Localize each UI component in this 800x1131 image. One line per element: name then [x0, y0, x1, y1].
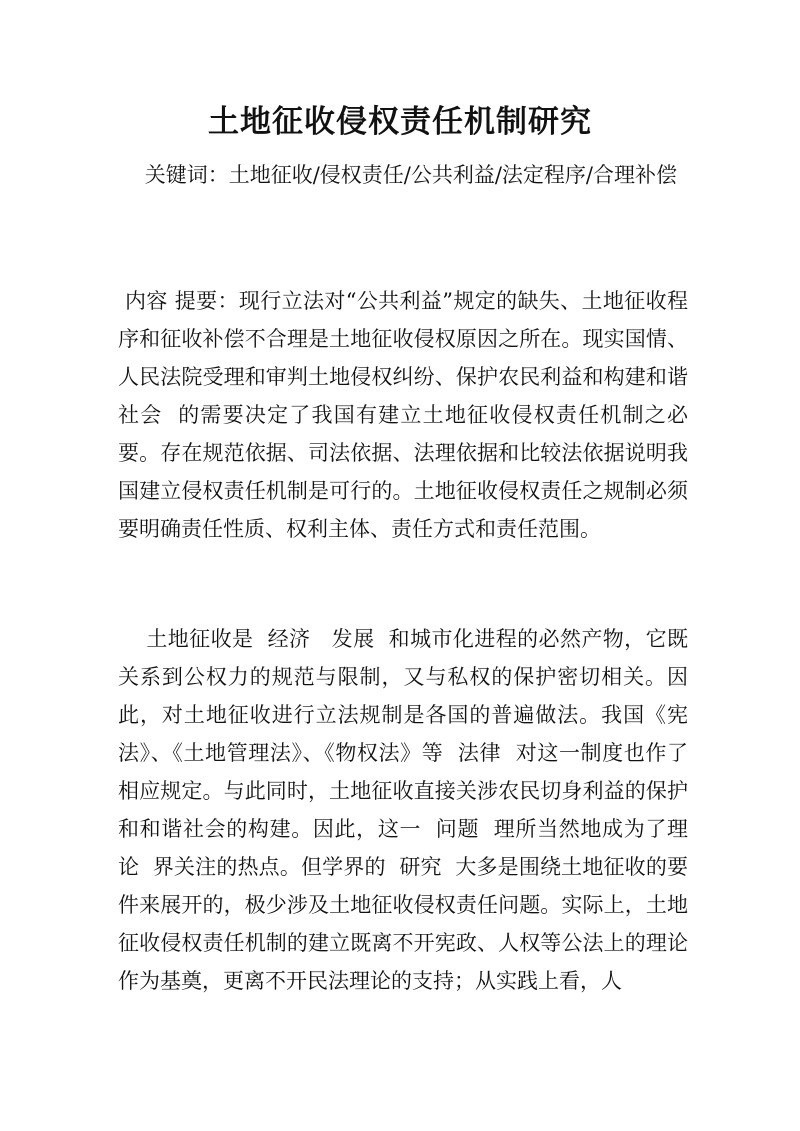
body-paragraph: 土地征收是 经济 发展 和城市化进程的必然产物，它既关系到公权力的规范与限制，又与私权的保护密切相关。因此，对土地征收进行立法规制是各国的普遍做法。我国《宪法》、《土地管理法》、《物权法》等 法律 对这一制度也作了相应规定。与此同时，土地征收直接关涉农民切身利益的保护和和谐社会的构建。因此，这一 问题 理所当然地成为了理论 界关注的热点。但学界的 研究 大多是围绕土地征收的要件来展开的，极少涉及土地征收侵权责任问题。实际上，土地征收侵权责任机制的建立既离不开宪政、人权等公法上的理论作为基奠，更离不开民法理论的支持；从实践上看，人: [118, 627, 689, 993]
keywords-paragraph: 关键词：土地征收/侵权责任/公共利益/法定程序/合理补偿: [118, 163, 678, 187]
summary-paragraph: 内容 提要：现行立法对“公共利益”规定的缺失、土地征收程序和征收补偿不合理是土地征收侵权原因之所在。现实国情、人民法院受理和审判土地侵权纠纷、保护农民利益和构建和谐 社会 的需要决定了我国有建立土地征收侵权责任机制之必要。存在规范依据、司法依据、法理依据和比较法依据说明我国建立侵权责任机制是可行的。土地征收侵权责任之规制必须要明确责任性质、权利主体、责任方式和责任范围。: [118, 289, 702, 541]
document-title: 土地征收侵权责任机制研究: [208, 104, 592, 140]
